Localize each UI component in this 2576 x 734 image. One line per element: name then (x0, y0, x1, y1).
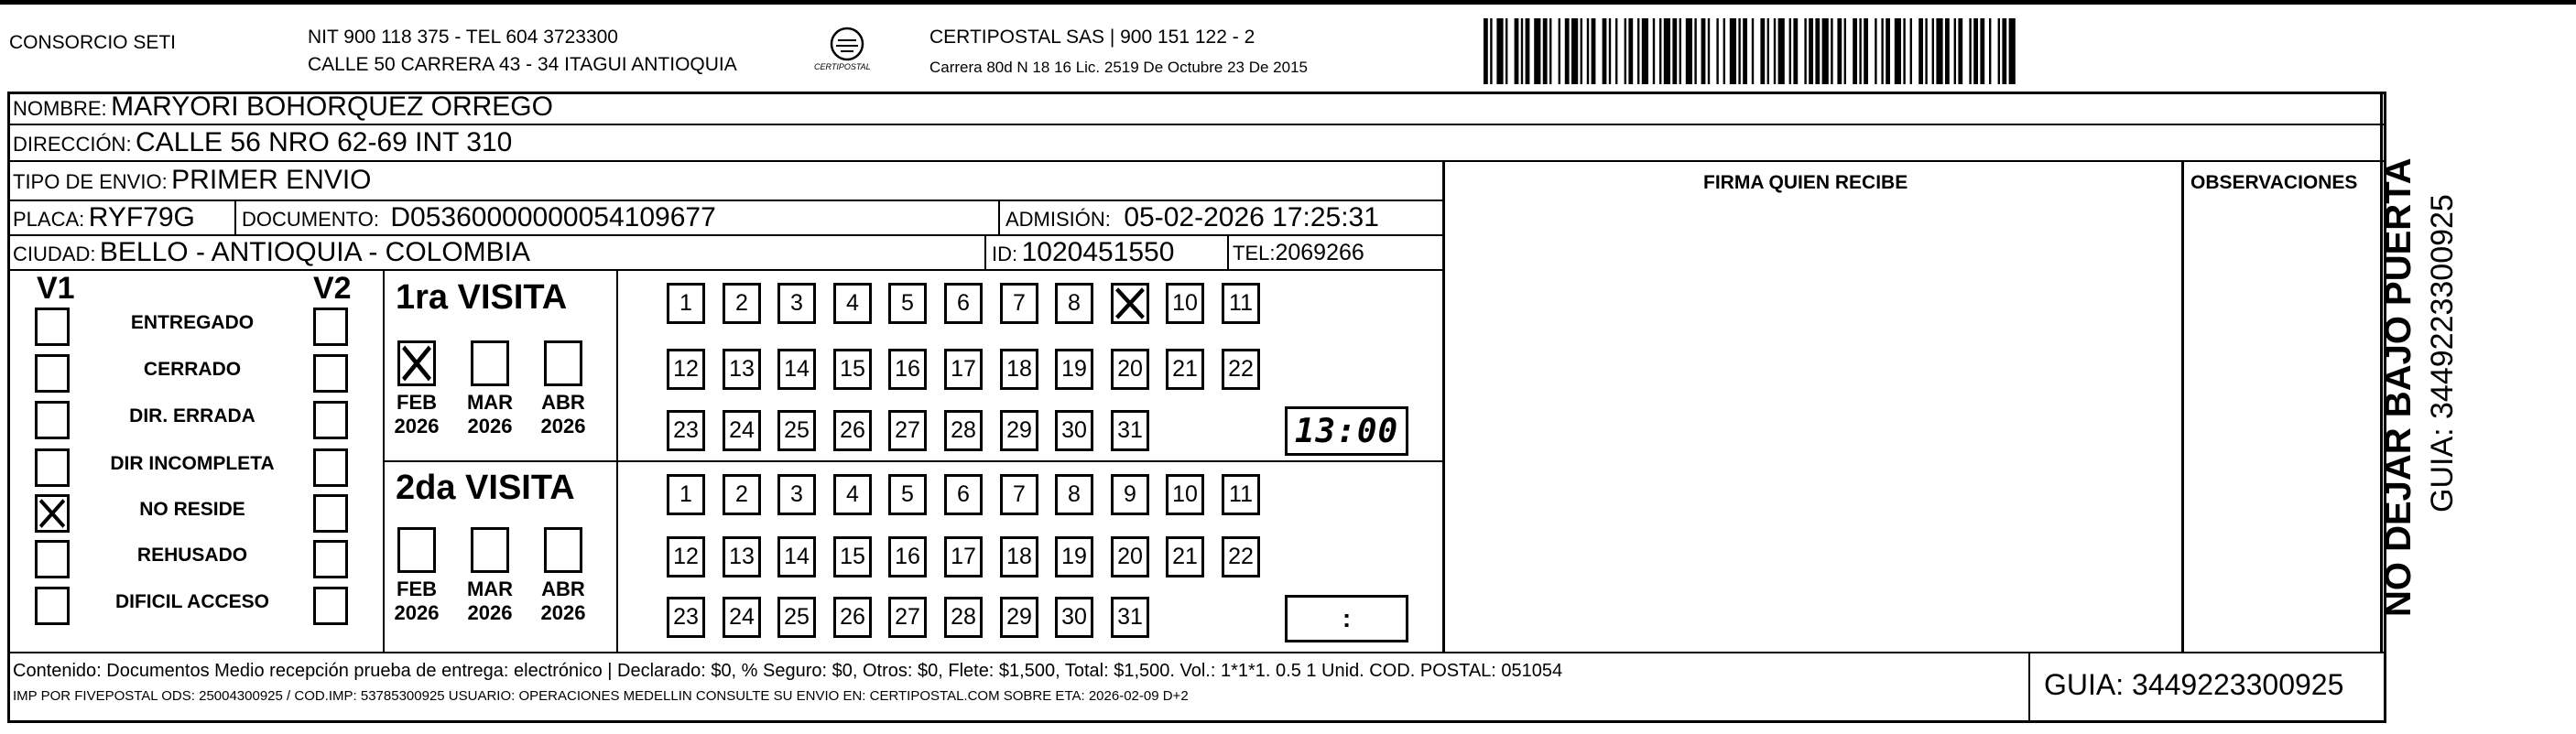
status-label: CERRADO (143, 359, 242, 380)
day-box[interactable]: 18 (1000, 349, 1038, 390)
day-box[interactable]: 7 (1000, 283, 1038, 324)
barcode-bar (1730, 18, 1736, 84)
month-label (536, 391, 591, 439)
day-box[interactable]: 11 (1222, 283, 1260, 324)
month-checkbox[interactable] (544, 527, 582, 573)
month-name: ABR (541, 391, 585, 414)
col-rule (1442, 160, 1445, 653)
barcode-bar (1496, 18, 1503, 84)
day-box[interactable]: 24 (723, 597, 761, 638)
placa-label: PLACA: (13, 208, 85, 231)
v2-checkbox[interactable] (313, 494, 348, 533)
barcode-bar (1822, 18, 1829, 84)
month-label (462, 391, 517, 439)
barcode-bar (1969, 18, 1971, 84)
month-year: 2026 (467, 415, 513, 438)
id-label: ID: (992, 243, 1018, 265)
day-box[interactable]: 29 (1000, 410, 1038, 451)
v2-checkbox[interactable] (313, 354, 348, 393)
day-box[interactable]: 20 (1111, 349, 1149, 390)
ciudad-value: BELLO - ANTIOQUIA - COLOMBIA (99, 237, 531, 267)
v2-checkbox[interactable] (313, 308, 348, 346)
col-rule (2028, 652, 2030, 723)
day-box[interactable]: 28 (944, 597, 983, 638)
col-rule (984, 234, 986, 269)
status-label: DIR. ERRADA (129, 405, 255, 426)
day-box[interactable]: 1 (667, 474, 705, 515)
barcode-bar (1521, 18, 1523, 84)
barcode-bar (1815, 18, 1820, 84)
admision-label: ADMISIÓN: (1005, 208, 1111, 231)
col-rule (1227, 234, 1229, 269)
day-box[interactable]: 14 (777, 536, 816, 577)
v1-checkbox[interactable] (35, 494, 70, 533)
day-box[interactable]: 23 (667, 597, 705, 638)
barcode-bar (1526, 18, 1530, 84)
barcode-bar (1694, 18, 1696, 84)
v1-header: V1 (37, 271, 75, 306)
nombre-value: MARYORI BOHORQUEZ ORREGO (111, 92, 553, 122)
placa-value: RYF79G (88, 202, 195, 232)
month-year: 2026 (540, 601, 586, 625)
day-box[interactable]: 13 (723, 536, 761, 577)
barcode-bar (1793, 18, 1798, 84)
barcode-bar (1895, 18, 1901, 84)
day-box[interactable]: 25 (777, 410, 816, 451)
second-visit-time-value: : (1342, 604, 1352, 632)
documento-label: DOCUMENTO: (242, 208, 379, 231)
certipostal-line: CERTIPOSTAL SAS | 900 151 122 - 2 (929, 27, 1255, 48)
barcode-bar (1659, 18, 1661, 84)
day-box[interactable]: 26 (833, 597, 872, 638)
row-rule (7, 269, 1445, 271)
status-label: ENTREGADO (130, 312, 255, 333)
day-box[interactable]: 23 (667, 410, 705, 451)
month-checkbox[interactable] (397, 527, 436, 573)
barcode-bar (1903, 18, 1905, 84)
col-rule (2181, 160, 2184, 653)
barcode-bar (1738, 18, 1740, 84)
day-box[interactable]: 8 (1055, 474, 1093, 515)
barcode-bar (1859, 18, 1861, 84)
day-box[interactable]: 10 (1166, 474, 1204, 515)
barcode-bar (1998, 18, 2000, 84)
day-box[interactable]: 21 (1166, 349, 1204, 390)
barcode-bar (1686, 18, 1692, 84)
documento-field (242, 202, 716, 233)
v1-checkbox[interactable] (35, 354, 70, 393)
day-box[interactable]: 20 (1111, 536, 1149, 577)
barcode-bar (2009, 18, 2016, 84)
barcode-bar (1804, 18, 1806, 84)
day-box[interactable]: 12 (667, 536, 705, 577)
month-name: FEB (397, 577, 437, 600)
barcode-bar (1767, 18, 1769, 84)
barcode-bar (1778, 18, 1785, 84)
barcode-bar (1653, 18, 1655, 84)
tipo-row (13, 165, 372, 196)
barcode-bar (1936, 18, 1942, 84)
barcode-bar (1534, 18, 1540, 84)
day-box[interactable]: 2 (723, 283, 761, 324)
barcode-bar (1625, 18, 1626, 84)
day-box[interactable]: 1 (667, 283, 705, 324)
barcode-bar (1587, 18, 1589, 84)
month-checkbox[interactable] (544, 340, 582, 386)
barcode-bar (1708, 18, 1710, 84)
barcode-bar (1581, 18, 1582, 84)
day-box[interactable] (1111, 283, 1149, 324)
barcode-bar (1549, 18, 1551, 84)
tel-field (1233, 240, 1364, 266)
month-year: 2026 (467, 601, 513, 625)
barcode-bar (1664, 18, 1670, 84)
documento-value: D05360000000054109677 (390, 202, 716, 232)
barcode-bar (1484, 18, 1488, 84)
barcode-bar (1716, 18, 1718, 84)
barcode-bar (1918, 18, 1923, 84)
address-line: CALLE 50 CARRERA 43 - 34 ITAGUI ANTIOQUIA (308, 54, 737, 75)
id-field (992, 237, 1174, 268)
barcode-bar (1760, 18, 1765, 84)
v1-checkbox[interactable] (35, 587, 70, 625)
day-box[interactable]: 17 (944, 536, 983, 577)
status-label: REHUSADO (136, 545, 248, 566)
barcode-bar (1559, 18, 1560, 84)
v2-checkbox[interactable] (313, 401, 348, 439)
day-box[interactable]: 26 (833, 410, 872, 451)
day-box[interactable]: 21 (1166, 536, 1204, 577)
certipostal-logo (810, 26, 884, 82)
v1-checkbox[interactable] (35, 308, 70, 346)
day-box[interactable]: 11 (1222, 474, 1260, 515)
observaciones-header: OBSERVACIONES (2190, 172, 2358, 193)
day-box[interactable]: 13 (723, 349, 761, 390)
day-box[interactable]: 7 (1000, 474, 1038, 515)
barcode-bar (1837, 18, 1842, 84)
v1-checkbox[interactable] (35, 401, 70, 439)
day-box[interactable]: 28 (944, 410, 983, 451)
day-box[interactable]: 2 (723, 474, 761, 515)
month-name: MAR (466, 577, 514, 600)
day-box[interactable]: 15 (833, 349, 872, 390)
row-rule (7, 160, 2386, 162)
barcode-bar (1642, 18, 1648, 84)
logo-text: CERTIPOSTAL (814, 62, 871, 71)
day-box[interactable]: 3 (777, 283, 816, 324)
day-box[interactable]: 18 (1000, 536, 1038, 577)
barcode-bar (1932, 18, 1934, 84)
day-box[interactable]: 8 (1055, 283, 1093, 324)
first-visit-time (1285, 406, 1408, 456)
month-label (389, 577, 444, 626)
barcode-bar (1505, 18, 1507, 84)
status-label: NO RESIDE (139, 499, 245, 520)
day-box[interactable]: 16 (888, 349, 927, 390)
tipo-value: PRIMER ENVIO (171, 165, 372, 195)
day-box[interactable]: 5 (888, 283, 927, 324)
barcode-bar (1980, 18, 1984, 84)
barcode-bar (1743, 18, 1747, 84)
day-box[interactable]: 6 (944, 283, 983, 324)
side-guia: GUIA: 3449223300925 (2425, 194, 2460, 513)
placa-field (13, 202, 195, 233)
day-box[interactable]: 31 (1111, 410, 1149, 451)
barcode-bar (1844, 18, 1846, 84)
v1-checkbox[interactable] (35, 540, 70, 578)
barcode-bar (1515, 18, 1519, 84)
barcode-bar (1881, 18, 1883, 84)
month-year: 2026 (540, 415, 586, 438)
barcode-bar (1723, 18, 1725, 84)
row-rule (7, 200, 1445, 201)
barcode-bar (2002, 18, 2006, 84)
direccion-row (13, 127, 512, 158)
v2-checkbox[interactable] (313, 587, 348, 625)
first-visit-time-value: 13:00 (1294, 412, 1399, 450)
col-rule (998, 200, 1000, 234)
firma-header: FIRMA QUIEN RECIBE (1703, 172, 1908, 193)
barcode-bar (1592, 18, 1596, 84)
barcode-bar (1864, 18, 1868, 84)
ciudad-label: CIUDAD: (13, 243, 96, 265)
row-rule (7, 234, 1445, 236)
tel-label: TEL: (1233, 242, 1276, 264)
barcode-bar (1925, 18, 1927, 84)
day-box[interactable]: 3 (777, 474, 816, 515)
day-box[interactable]: 16 (888, 536, 927, 577)
barcode-bar (1672, 18, 1677, 84)
month-label (389, 391, 444, 439)
admision-field (1005, 202, 1379, 233)
day-box[interactable]: 24 (723, 410, 761, 451)
barcode-bar (1831, 18, 1832, 84)
footer-contenido: Contenido: Documentos Medio recepción prueba de entrega: electrónico | Declarado: $0, % Seguro: $0, Otros: $0, Flete: $1,500, Total: $1,500. Vol.: 1*1*1. 0.5 1 Unid. COD. POSTAL: 051054 (13, 661, 1563, 681)
day-box[interactable]: 27 (888, 597, 927, 638)
day-box[interactable]: 31 (1111, 597, 1149, 638)
day-box[interactable]: 27 (888, 410, 927, 451)
barcode-bar (1853, 18, 1857, 84)
barcode-bar (1603, 18, 1607, 84)
nit-line: NIT 900 118 375 - TEL 604 3723300 (308, 27, 618, 48)
v2-checkbox[interactable] (313, 448, 348, 487)
status-label: DIR INCOMPLETA (110, 453, 275, 474)
row-rule (7, 124, 2386, 125)
day-box[interactable]: 22 (1222, 349, 1260, 390)
day-box[interactable]: 6 (944, 474, 983, 515)
barcode (1484, 18, 2207, 84)
month-label (536, 577, 591, 626)
barcode-bar (1628, 18, 1633, 84)
barcode-bar (1615, 18, 1617, 84)
direccion-value: CALLE 56 NRO 62-69 INT 310 (136, 127, 513, 157)
v1-checkbox[interactable] (35, 448, 70, 487)
day-box[interactable]: 19 (1055, 349, 1093, 390)
barcode-bar (1789, 18, 1791, 84)
day-box[interactable]: 9 (1111, 474, 1149, 515)
top-rule (0, 0, 2576, 5)
v2-checkbox[interactable] (313, 540, 348, 578)
month-year: 2026 (394, 415, 440, 438)
barcode-bar (1490, 18, 1492, 84)
day-box[interactable]: 30 (1055, 410, 1093, 451)
month-name: FEB (397, 391, 437, 414)
day-box[interactable]: 12 (667, 349, 705, 390)
visit-divider (383, 460, 1443, 462)
barcode-bar (1875, 18, 1876, 84)
day-box[interactable]: 17 (944, 349, 983, 390)
status-label: DIFICIL ACCESO (114, 591, 269, 612)
day-box[interactable]: 29 (1000, 597, 1038, 638)
day-box[interactable]: 4 (833, 283, 872, 324)
nombre-row (13, 92, 553, 123)
day-box[interactable]: 4 (833, 474, 872, 515)
day-box[interactable]: 14 (777, 349, 816, 390)
barcode-bar (1973, 18, 1978, 84)
footer-imp: IMP POR FIVEPOSTAL ODS: 25004300925 / COD.IMP: 53785300925 USUARIO: OPERACIONES MEDELLIN CONSULTE SU ENVIO EN: CERTIPOSTAL.COM SOBRE ETA: 2026-02-09 D+2 (13, 688, 1189, 704)
day-box[interactable]: 15 (833, 536, 872, 577)
month-name: ABR (541, 577, 585, 600)
barcode-bar (1910, 18, 1912, 84)
nombre-label: NOMBRE: (13, 97, 107, 120)
barcode-bar (1886, 18, 1890, 84)
month-year: 2026 (394, 601, 440, 625)
day-box[interactable]: 25 (777, 597, 816, 638)
v2-header: V2 (313, 271, 352, 306)
side-warning: NO DEJAR BAJO PUERTA (2378, 157, 2418, 617)
barcode-bar (1954, 18, 1956, 84)
month-checkbox[interactable] (397, 340, 436, 386)
footer-guia: GUIA: 3449223300925 (2044, 668, 2344, 701)
tel-value: 2069266 (1275, 240, 1364, 265)
barcode-bar (1543, 18, 1548, 84)
day-box[interactable]: 5 (888, 474, 927, 515)
barcode-bar (1989, 18, 1991, 84)
barcode-bar (1958, 18, 1962, 84)
month-checkbox[interactable] (471, 527, 509, 573)
day-box[interactable]: 10 (1166, 283, 1204, 324)
barcode-bar (1679, 18, 1681, 84)
day-box[interactable]: 30 (1055, 597, 1093, 638)
barcode-bar (1774, 18, 1776, 84)
second-visit-title: 2da VISITA (396, 469, 575, 507)
tipo-label: TIPO DE ENVIO: (13, 170, 168, 193)
direccion-label: DIRECCIÓN: (13, 133, 132, 156)
company-name: CONSORCIO SETI (9, 32, 177, 53)
id-value: 1020451550 (1021, 237, 1175, 267)
day-box[interactable]: 19 (1055, 536, 1093, 577)
barcode-bar (1752, 18, 1754, 84)
barcode-bar (1609, 18, 1611, 84)
second-visit-time (1285, 595, 1408, 642)
ciudad-field (13, 237, 530, 268)
first-visit-title: 1ra VISITA (396, 278, 568, 317)
month-label (462, 577, 517, 626)
day-box[interactable]: 22 (1222, 536, 1260, 577)
admision-value: 05-02-2026 17:25:31 (1124, 202, 1379, 232)
barcode-bar (1701, 18, 1706, 84)
col-rule (234, 200, 236, 234)
month-name: MAR (466, 391, 514, 414)
certipostal-address: Carrera 80d N 18 16 Lic. 2519 De Octubre 23 De 2015 (929, 59, 1308, 76)
barcode-bar (1637, 18, 1639, 84)
barcode-bar (1809, 18, 1813, 84)
barcode-bar (1565, 18, 1570, 84)
barcode-bar (1571, 18, 1578, 84)
barcode-bar (1945, 18, 1950, 84)
month-checkbox[interactable] (471, 340, 509, 386)
